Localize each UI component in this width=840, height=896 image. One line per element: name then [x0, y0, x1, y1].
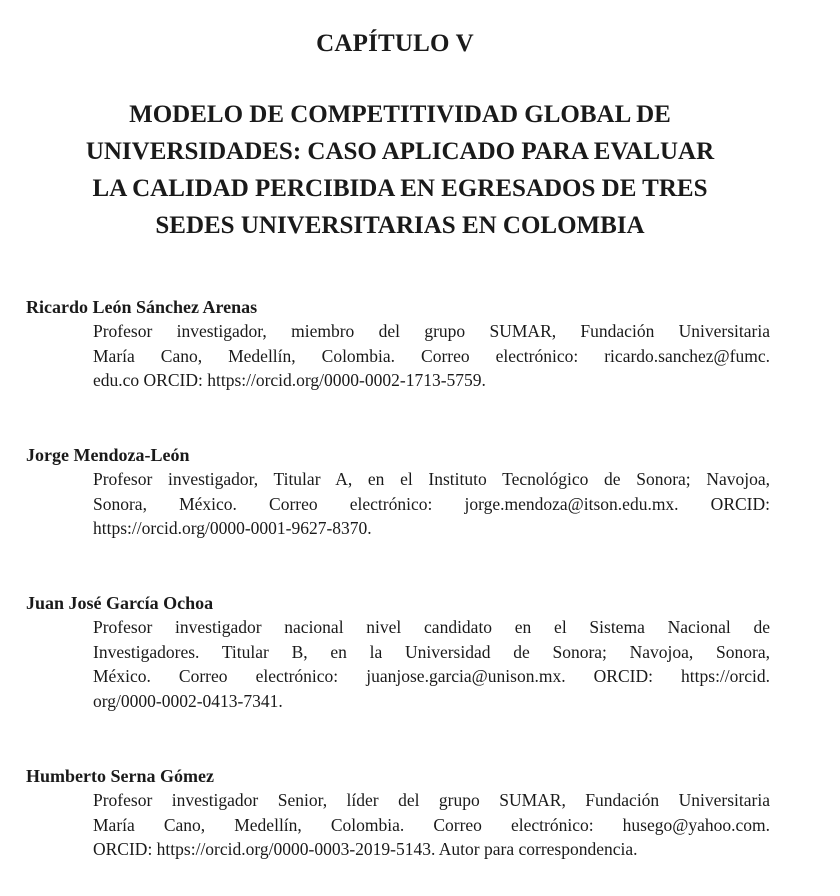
author-bio-line: org/0000-0002-0413-7341.	[93, 690, 283, 711]
chapter-title-line: LA CALIDAD PERCIBIDA EN EGRESADOS DE TRES	[92, 175, 708, 202]
author-bio-line: ORCID: https://orcid.org/0000-0003-2019-5143. Autor para correspondencia.	[93, 839, 638, 859]
author-entry	[26, 295, 770, 393]
author-bio-line: https://orcid.org/0000-0001-9627-8370.	[93, 518, 372, 538]
author-bio	[93, 788, 770, 862]
author-bio-line: Profesor investigador nacional nivel candidato en el Sistema Nacional de	[93, 617, 770, 637]
chapter-title-line: MODELO DE COMPETITIVIDAD GLOBAL DE	[129, 101, 671, 128]
author-bio-line: Sonora, México. Correo electrónico: jorge.mendoza@itson.edu.mx. ORCID:	[93, 493, 770, 514]
author-bio-line: Investigadores. Titular B, en la Universidad de Sonora; Navojoa, Sonora,	[93, 641, 770, 662]
author-bio-line: María Cano, Medellín, Colombia. Correo electrónico: husego@yahoo.com.	[93, 814, 770, 835]
author-entry	[26, 591, 770, 713]
chapter-title	[20, 96, 780, 244]
chapter-heading: CAPÍTULO V	[316, 30, 474, 57]
author-name: Humberto Serna Gómez	[26, 766, 214, 786]
author-entry	[26, 443, 770, 541]
author-bio-line: María Cano, Medellín, Colombia. Correo electrónico: ricardo.sanchez@fumc.	[93, 345, 770, 366]
author-bio-line: Profesor investigador Senior, líder del grupo SUMAR, Fundación Universitaria	[93, 790, 770, 810]
author-bio-line: Profesor investigador, miembro del grupo SUMAR, Fundación Universitaria	[93, 321, 770, 341]
author-bio-line: Profesor investigador, Titular A, en el Instituto Tecnológico de Sonora; Navojoa,	[93, 469, 770, 489]
chapter-title-line: UNIVERSIDADES: CASO APLICADO PARA EVALUAR	[85, 138, 715, 165]
author-bio	[93, 615, 770, 713]
author-name: Ricardo León Sánchez Arenas	[26, 297, 258, 317]
author-bio-line: México. Correo electrónico: juanjose.garcia@unison.mx. ORCID: https://orcid.	[93, 666, 770, 686]
author-name: Jorge Mendoza-León	[26, 445, 190, 465]
author-bio-line: edu.co ORCID: https://orcid.org/0000-0002-1713-5759.	[93, 370, 486, 390]
author-bio	[93, 467, 770, 541]
author-entry	[26, 764, 770, 862]
author-bio	[93, 319, 770, 393]
chapter-title-line: SEDES UNIVERSITARIAS EN COLOMBIA	[155, 212, 645, 239]
author-name: Juan José García Ochoa	[26, 593, 214, 613]
